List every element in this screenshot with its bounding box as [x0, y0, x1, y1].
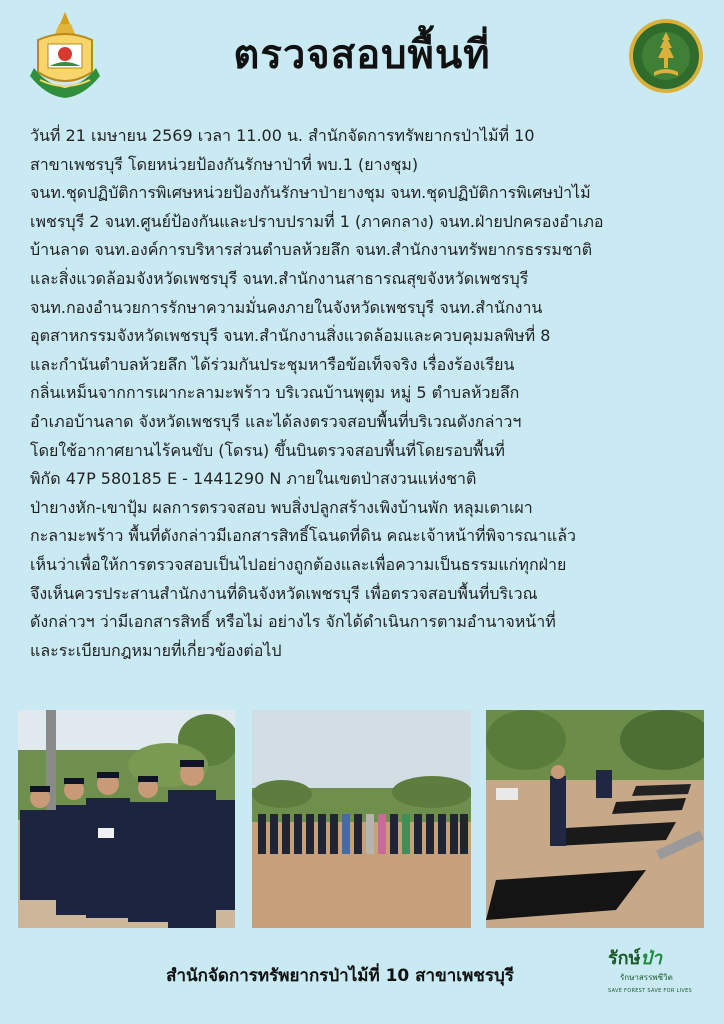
body-line: และกำนันตำบลห้วยลึก ได้ร่วมกันประชุมหารือข้อเท็จจริง เรื่องร้องเรียน: [30, 354, 515, 374]
body-line: เห็นว่าเพื่อให้การตรวจสอบเป็นไปอย่างถูกต้องและเพื่อความเป็นธรรมแก่ทุกฝ่าย: [30, 554, 567, 574]
body-line: ป่ายางหัก-เขาปุ้ม ผลการตรวจสอบ พบสิ่งปลูกสร้างเพิงบ้านพัก หลุมเตาเผา: [30, 497, 533, 517]
photo-burning-pits: [486, 710, 704, 928]
body-line: พิกัด 47P 580185 E - 1441290 N ภายในเขตป่าสงวนแห่งชาติ: [30, 469, 477, 489]
raksa-pa-logo-icon: [608, 948, 708, 992]
body-line: วันที่ 21 เมษายน 2569 เวลา 11.00 น. สำนักจัดการทรัพยากรป่าไม้ที่ 10: [30, 126, 535, 145]
body-line: สาขาเพชรบุรี โดยหน่วยป้องกันรักษาป่าที่ พบ.1 (ยางชุม): [30, 154, 419, 174]
body-line: จนท.กองอำนวยการรักษาความมั่นคงภายในจังหวัดเพชรบุรี จนท.สำนักงาน: [30, 297, 543, 317]
provincial-emblem-icon: [26, 10, 104, 100]
brand-subline: [620, 971, 708, 984]
body-line: อำเภอบ้านลาด จังหวัดเพชรบุรี และได้ลงตรวจสอบพื้นที่บริเวณดังกล่าวฯ: [30, 411, 522, 431]
photo-group-field: [252, 710, 471, 928]
royal-forest-department-icon: [628, 18, 704, 94]
body-line: จึงเห็นควรประสานสำนักงานที่ดินจังหวัดเพชรบุรี เพื่อตรวจสอบพื้นที่บริเวณ: [30, 583, 538, 603]
page-title: ตรวจสอบพื้นที่: [233, 32, 491, 78]
body-line: บ้านลาด จนท.องค์การบริหารส่วนตำบลห้วยลึก จนท.สำนักงานทรัพยากรธรรมชาติ: [30, 240, 593, 260]
photo-officials: [18, 710, 235, 928]
body-line: และระเบียบกฎหมายที่เกี่ยวข้องต่อไป: [30, 640, 282, 660]
footer-organization: สำนักจัดการทรัพยากรป่าไม้ที่ 10 สาขาเพชรบุรี: [166, 966, 514, 986]
body-line: อุตสาหกรรมจังหวัดเพชรบุรี จนท.สำนักงานสิ่งแวดล้อมและควบคุมมลพิษที่ 8: [30, 326, 551, 346]
brand-word-a: รักษ์: [608, 948, 641, 969]
brand-wordmark: [608, 948, 708, 970]
body-line: กะลามะพร้าว พื้นที่ดังกล่าวมีเอกสารสิทธิ์โฉนดที่ดิน คณะเจ้าหน้าที่พิจารณาแล้ว: [30, 526, 577, 546]
brand-tagline: SAVE FOREST SAVE FOR LIVES: [608, 988, 693, 994]
body-line: เพชรบุรี 2 จนท.ศูนย์ป้องกันและปราบปรามที่ 1 (ภาคกลาง) จนท.ฝ่ายปกครองอำเภอ: [30, 211, 604, 231]
body-line: และสิ่งแวดล้อมจังหวัดเพชรบุรี จนท.สำนักงานสาธารณสุขจังหวัดเพชรบุรี: [30, 268, 529, 288]
body-line: กลิ่นเหม็นจากการเผากะลามะพร้าว บริเวณบ้านพุตูม หมู่ 5 ตำบลห้วยลึก: [30, 383, 520, 403]
body-line: จนท.ชุดปฏิบัติการพิเศษหน่วยป้องกันรักษาป่ายางชุม จนท.ชุดปฏิบัติการพิเศษป่าไม้: [30, 183, 591, 203]
article-body: [30, 122, 698, 665]
brand-word-d: ชีวิต: [657, 973, 673, 982]
brand-word-c: รักษาสรรพ: [620, 973, 658, 982]
brand-word-b: ป่า: [640, 948, 662, 969]
body-line: โดยใช้อากาศยานไร้คนขับ (โดรน) ขึ้นบินตรวจสอบพื้นที่โดยรอบพื้นที่: [30, 440, 505, 460]
body-line: ดังกล่าวฯ ว่ามีเอกสารสิทธิ์ หรือไม่ อย่างไร จักได้ดำเนินการตามอำนาจหน้าที่: [30, 612, 556, 632]
